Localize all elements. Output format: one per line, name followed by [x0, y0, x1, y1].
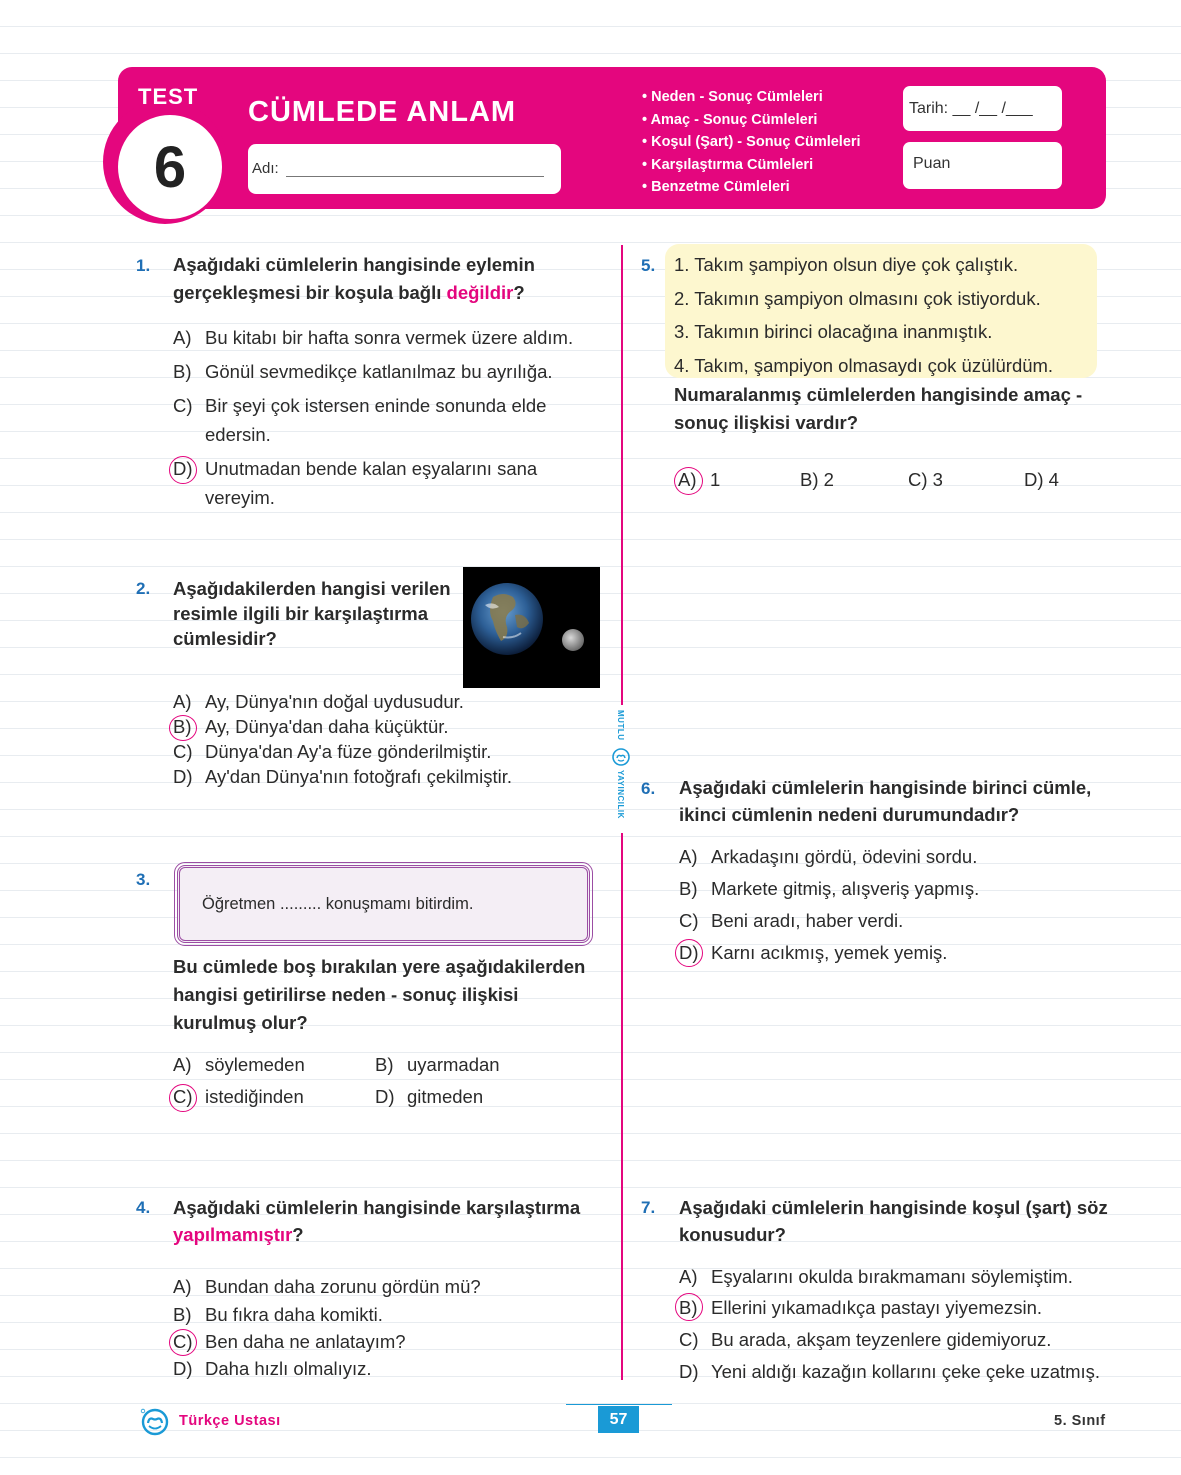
- column-divider: [621, 245, 623, 705]
- brand-vertical: [609, 708, 633, 828]
- question-text: Numaralanmış cümlelerden hangisinde amaç - sonuç ilişkisi vardır?: [674, 384, 1083, 433]
- numbered-sentence: 2. Takımın şampiyon olmasını çok istiyorduk.: [674, 287, 1041, 309]
- option-b[interactable]: B) Ay, Dünya'dan daha küçüktür.: [173, 716, 449, 737]
- score-field[interactable]: [903, 142, 1062, 189]
- question-number: 2.: [136, 579, 151, 598]
- option-d[interactable]: D) 4: [1024, 469, 1059, 490]
- option-a[interactable]: A) Eşyalarını okulda bırakmamanı söylemiştim.: [679, 1266, 1073, 1287]
- test-label: TEST: [138, 84, 199, 109]
- option-c[interactable]: C) Dünya'dan Ay'a füze gönderilmiştir.: [173, 741, 492, 762]
- question-text: Aşağıdaki cümlelerin hangisinde koşul (şart) söz konusudur?: [679, 1197, 1108, 1245]
- option-d[interactable]: D) Unutmadan bende kalan eşyalarını sana vereyim.: [173, 458, 538, 508]
- question-highlight: yapılmamıştır: [173, 1224, 293, 1245]
- option-d[interactable]: D) Karnı acıkmış, yemek yemiş.: [679, 942, 948, 963]
- page-number: 57: [598, 1406, 639, 1433]
- earth-moon-image: [463, 567, 600, 688]
- option-b[interactable]: B) Gönül sevmedikçe katlanılmaz bu ayrılığa.: [173, 361, 553, 382]
- option-d[interactable]: D) gitmeden: [375, 1086, 484, 1107]
- question-number: 4.: [136, 1198, 151, 1217]
- question-number: 3.: [136, 870, 151, 889]
- topic-item: • Neden - Sonuç Cümleleri: [642, 89, 823, 105]
- answer-mark: [169, 1084, 197, 1112]
- topic-item: • Amaç - Sonuç Cümleleri: [642, 111, 818, 128]
- question-highlight: değildir: [446, 282, 514, 303]
- answer-mark: [674, 467, 703, 495]
- grade-label: 5. Sınıf: [1054, 1413, 1106, 1429]
- page-title: CÜMLEDE ANLAM: [248, 96, 517, 128]
- book-title: Türkçe Ustası: [179, 1413, 281, 1429]
- answer-mark: [675, 1293, 703, 1321]
- option-c[interactable]: C) Bir şeyi çok istersen eninde sonunda elde edersin.: [173, 395, 547, 445]
- brand-text: YAYINCILIK: [616, 770, 625, 819]
- option-c[interactable]: C) istediğinden: [173, 1086, 304, 1107]
- question-text: Aşağıdaki cümlelerin hangisinde eylemin gerçekleşmesi bir koşula bağlı değildir?: [173, 254, 535, 303]
- footer-line: [566, 1404, 672, 1405]
- option-c[interactable]: C) Bu arada, akşam teyzenlere gidemiyoruz.: [679, 1329, 1052, 1350]
- question-text: Aşağıdaki cümlelerin hangisinde birinci cümle, ikinci cümlenin nedeni durumundadır?: [679, 777, 1092, 825]
- question-number: 1.: [136, 256, 151, 275]
- brand-logo-icon: [612, 748, 630, 766]
- option-a[interactable]: A) Bu kitabı bir hafta sonra vermek üzere aldım.: [173, 327, 574, 348]
- topic-item: • Karşılaştırma Cümleleri: [642, 156, 814, 173]
- date-field[interactable]: [903, 86, 1062, 131]
- name-label: Adı:: [252, 160, 279, 177]
- topic-item: • Benzetme Cümleleri: [642, 179, 790, 195]
- topic-list: [642, 86, 861, 199]
- topic-item: • Koşul (Şart) - Sonuç Cümleleri: [642, 134, 861, 150]
- question-number: 7.: [641, 1198, 656, 1217]
- option-c[interactable]: C) Ben daha ne anlatayım?: [173, 1331, 406, 1352]
- option-a[interactable]: A) Bundan daha zorunu gördün mü?: [173, 1276, 481, 1297]
- option-b[interactable]: B) Ellerini yıkamadıkça pastayı yiyemezsin.: [679, 1297, 1043, 1318]
- question-number: 5.: [641, 256, 656, 275]
- numbered-sentence: 3. Takımın birinci olacağına inanmıştık.: [674, 321, 993, 342]
- option-c[interactable]: C) 3: [908, 469, 943, 490]
- option-c[interactable]: C) Beni aradı, haber verdi.: [679, 910, 904, 931]
- option-a[interactable]: A) Ay, Dünya'nın doğal uydusudur.: [173, 691, 464, 712]
- numbered-sentences: [674, 248, 1053, 382]
- option-a[interactable]: A) 1: [678, 469, 721, 490]
- name-field[interactable]: [248, 144, 561, 194]
- column-divider: [621, 833, 623, 1380]
- name-underline: [286, 176, 544, 177]
- numbered-sentence: 4. Takım, şampiyon olmasaydı çok üzülürdüm.: [674, 354, 1054, 376]
- question-text: Bu cümlede boş bırakılan yere aşağıdakilerden hangisi getirilirse neden - sonuç ilişkisi kurulmuş olur?: [173, 956, 586, 1033]
- sentence-text: Öğretmen ......... konuşmamı bitirdim.: [202, 895, 474, 913]
- option-a[interactable]: A) söylemeden: [173, 1054, 305, 1075]
- brand-text: MUTLU: [616, 710, 625, 741]
- test-number: 6: [118, 115, 222, 219]
- option-b[interactable]: B) 2: [800, 469, 834, 490]
- answer-mark: [169, 456, 197, 484]
- option-b[interactable]: B) uyarmadan: [375, 1054, 500, 1075]
- question-text: Aşağıdaki cümlelerin hangisinde karşılaştırma yapılmamıştır?: [173, 1197, 581, 1245]
- option-d[interactable]: D) Daha hızlı olmalıyız.: [173, 1358, 372, 1379]
- question-number: 6.: [641, 779, 656, 798]
- option-d[interactable]: D) Yeni aldığı kazağın kollarını çeke çeke uzatmış.: [679, 1361, 1101, 1382]
- option-d[interactable]: D) Ay'dan Dünya'nın fotoğrafı çekilmiştir.: [173, 766, 512, 787]
- score-label: Puan: [913, 155, 951, 172]
- answer-mark: [169, 1329, 197, 1356]
- question-text: Aşağıdakilerden hangisi verilen resimle ilgili bir karşılaştırma cümlesidir?: [173, 578, 451, 649]
- answer-mark: [675, 939, 703, 967]
- option-b[interactable]: B) Bu fıkra daha komikti.: [173, 1304, 383, 1325]
- sentence-box: [177, 865, 590, 943]
- option-a[interactable]: A) Arkadaşını gördü, ödevini sordu.: [679, 846, 978, 867]
- option-b[interactable]: B) Markete gitmiş, alışveriş yapmış.: [679, 878, 980, 899]
- answer-mark: [169, 715, 197, 741]
- date-label: Tarih: __ /__ /___: [909, 100, 1033, 117]
- publisher-logo-icon: [138, 1406, 170, 1436]
- numbered-sentence: 1. Takım şampiyon olsun diye çok çalıştık.: [674, 254, 1019, 275]
